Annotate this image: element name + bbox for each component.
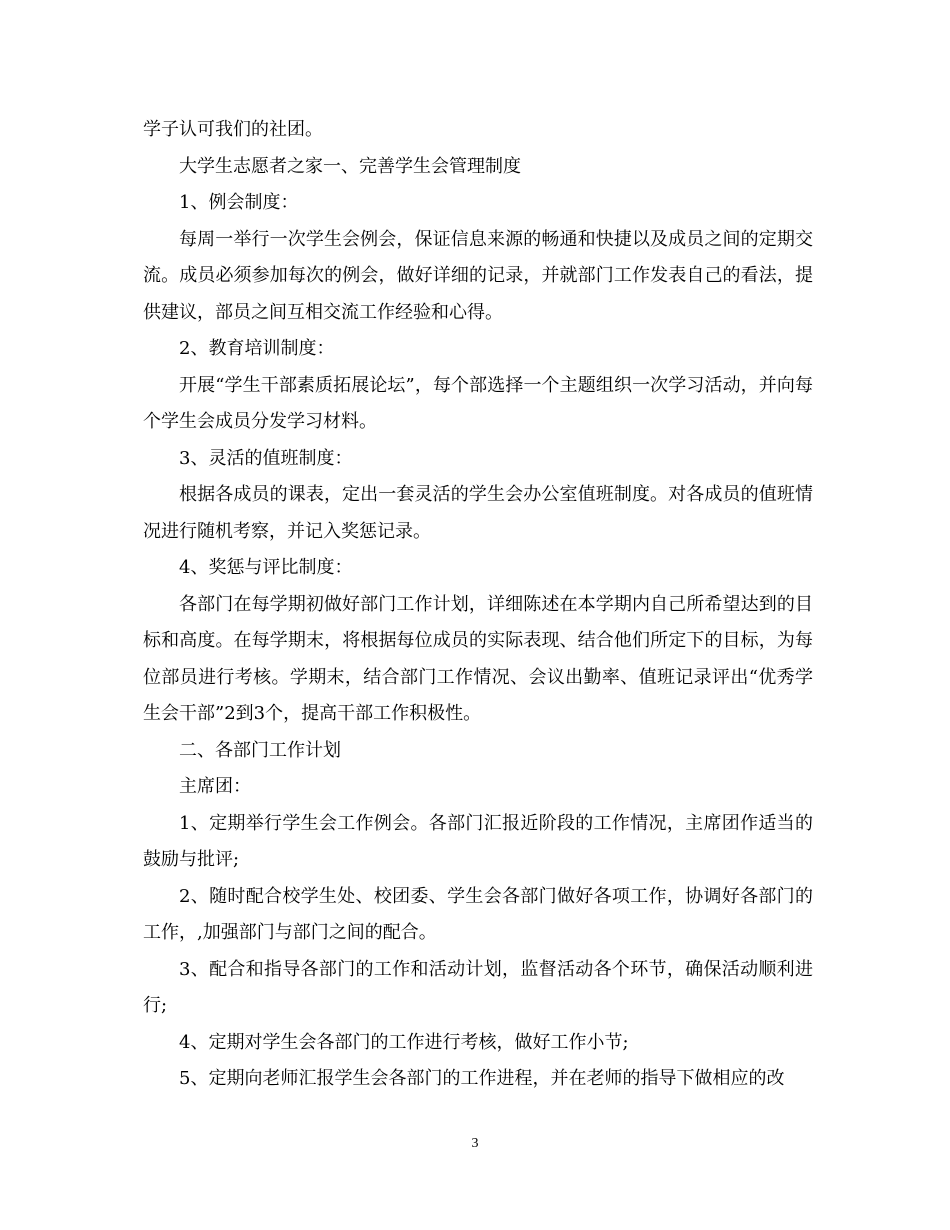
paragraph: 大学生志愿者之家一、完善学生会管理制度	[179, 155, 521, 177]
paragraph: 主席团：	[179, 776, 251, 797]
paragraph: 3、配合和指导各部门的工作和活动计划，监督活动各个环节，确保活动顺利进行;	[143, 958, 813, 1016]
paragraph: 学子认可我们的社团。	[143, 119, 323, 140]
paragraph: 4、定期对学生会各部门的工作进行考核，做好工作小节;	[179, 1031, 629, 1053]
paragraph: 5、定期向老师汇报学生会各部门的工作进程，并在老师的指导下做相应的改	[179, 1068, 785, 1089]
paragraph: 二、各部门工作计划	[179, 739, 341, 761]
paragraph: 开展“学生干部素质拓展论坛”，每个部选择一个主题组织一次学习活动，并向每个学生会成员分发学习材料。	[143, 374, 813, 432]
paragraph: 2、随时配合校学生处、校团委、学生会各部门做好各项工作，协调好各部门的工作，,加强部门与部门之间的配合。	[143, 885, 813, 943]
body-text	[143, 112, 813, 1098]
paragraph: 根据各成员的课表，定出一套灵活的学生会办公室值班制度。对各成员的值班情况进行随机考察，并记入奖惩记录。	[143, 484, 813, 542]
paragraph: 每周一举行一次学生会例会，保证信息来源的畅通和快捷以及成员之间的定期交流。成员必须参加每次的例会，做好详细的记录，并就部门工作发表自己的看法，提供建议，部员之间互相交流工作经验和心得。	[143, 228, 813, 323]
paragraph: 4、奖惩与评比制度：	[179, 557, 353, 578]
paragraph: 1、例会制度：	[179, 192, 299, 213]
paragraph: 3、灵活的值班制度：	[179, 447, 353, 469]
page-number: 3	[471, 1136, 479, 1151]
paragraph: 2、教育培训制度：	[179, 338, 335, 359]
paragraph: 1、定期举行学生会工作例会。各部门汇报近阶段的工作情况，主席团作适当的鼓励与批评;	[143, 812, 813, 870]
paragraph: 各部门在每学期初做好部门工作计划，详细陈述在本学期内自己所希望达到的目标和高度。在每学期末，将根据每位成员的实际表现、结合他们所定下的目标，为每位部员进行考核。学期末，结合部门工作情况、会议出勤率、值班记录评出“优秀学生会干部”2到3个，提高干部工作积极性。	[143, 593, 813, 724]
